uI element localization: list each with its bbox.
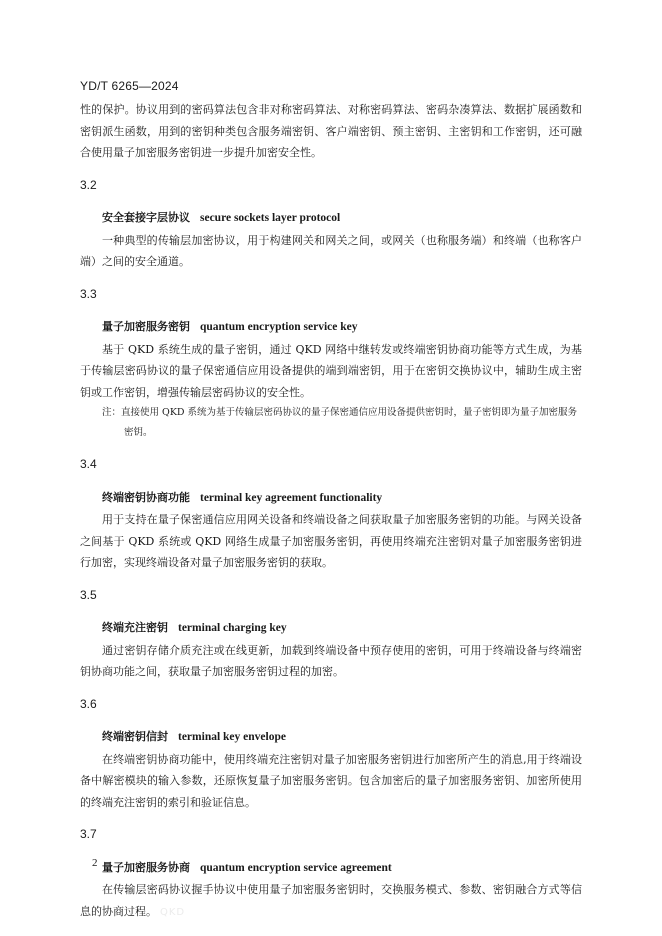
section-3-5 — [80, 585, 582, 683]
section-number: 3.3 — [80, 286, 97, 301]
term-en: terminal key envelope — [178, 731, 286, 743]
term-en: secure sockets layer protocol — [200, 212, 341, 224]
term-en: terminal charging key — [178, 622, 287, 634]
section-3-4 — [80, 454, 582, 574]
term-heading — [80, 487, 582, 510]
term-heading — [80, 857, 582, 880]
section-number: 3.7 — [80, 827, 97, 841]
section-3-3 — [80, 284, 582, 444]
note-line-2: 密钥。 — [124, 427, 153, 438]
note — [80, 403, 582, 443]
term-heading — [80, 726, 582, 749]
term-definition: 通过密钥存储介质充注或在线更新，加载到终端设备中预存使用的密钥，可用于终端设备与终端密钥协商功能之间，获取量子加密服务密钥过程的加密。 — [80, 643, 582, 678]
section-number: 3.2 — [80, 177, 97, 192]
term-en: terminal key agreement functionality — [200, 491, 383, 504]
section-number: 3.5 — [80, 587, 97, 602]
section-3-2 — [80, 175, 582, 273]
note-line-1: 直接使用 QKD 系统为基于传输层密码协议的量子保密通信应用设备提供密钥时，量子密钥即为量子加密服务 — [121, 407, 578, 418]
page-content — [80, 99, 582, 922]
intro-paragraph: 性的保护。协议用到的密码算法包含非对称密码算法、对称密码算法、密码杂凑算法、数据扩展函数和密钥派生函数，用到的密钥种类包含服务端密钥、客户端密钥、预主密钥、主密钥和工作密钥，还可融合使用量子加密服务密钥进一步提升加密安全性。 — [80, 103, 582, 159]
term-heading — [80, 316, 582, 339]
section-3-6 — [80, 694, 582, 814]
note-label: 注： — [102, 407, 122, 418]
term-zh: 安全套接字层协议 — [102, 211, 190, 224]
section-number: 3.6 — [80, 696, 97, 711]
term-definition: 用于支持在量子保密通信应用网关设备和终端设备之间获取量子加密服务密钥的功能。与网关设备之间基于 QKD 系统或 QKD 网络生成量子加密服务密钥，再使用终端充注密钥对量子加密服务密钥进行加密，实现终端设备对量子加密服务密钥的获取。 — [80, 513, 582, 569]
watermark: QKD — [160, 907, 186, 918]
term-definition: 在终端密钥协商功能中，使用终端充注密钥对量子加密服务密钥进行加密所产生的消息,用于终端设备中解密模块的输入参数，还原恢复量子加密服务密钥。包含加密后的量子加密服务密钥、加密所使用的终端充注密钥的索引和验证信息。 — [80, 752, 582, 809]
term-zh: 终端充注密钥 — [102, 621, 168, 634]
term-heading — [80, 617, 582, 640]
term-en: quantum encryption service agreement — [200, 861, 392, 874]
term-zh: 终端密钥信封 — [102, 730, 168, 743]
term-definition: 基于 QKD 系统生成的量子密钥，通过 QKD 网络中继转发或终端密钥协商功能等方式生成，为基于传输层密码协议的量子保密通信应用设备提供的端到端密钥，用于在密钥交换协议中，辅助生成主密钥或工作密钥，增强传输层密码协议的安全性。 — [80, 342, 582, 399]
document-code: YD/T 6265—2024 — [80, 79, 179, 93]
page-number: 2 — [92, 857, 98, 869]
section-number: 3.4 — [80, 457, 97, 471]
term-zh: 量子加密服务密钥 — [102, 320, 190, 333]
term-en: quantum encryption service key — [200, 321, 358, 333]
term-definition: 在传输层密码协议握手协议中使用量子加密服务密钥时，交换服务模式、参数、密钥融合方式等信息的协商过程。 — [80, 883, 582, 918]
term-heading — [80, 207, 582, 230]
term-zh: 终端密钥协商功能 — [102, 490, 190, 504]
term-definition: 一种典型的传输层加密协议，用于构建网关和网关之间，或网关（也称服务端）和终端（也称客户端）之间的安全通道。 — [80, 233, 582, 268]
term-zh: 量子加密服务协商 — [102, 860, 190, 874]
